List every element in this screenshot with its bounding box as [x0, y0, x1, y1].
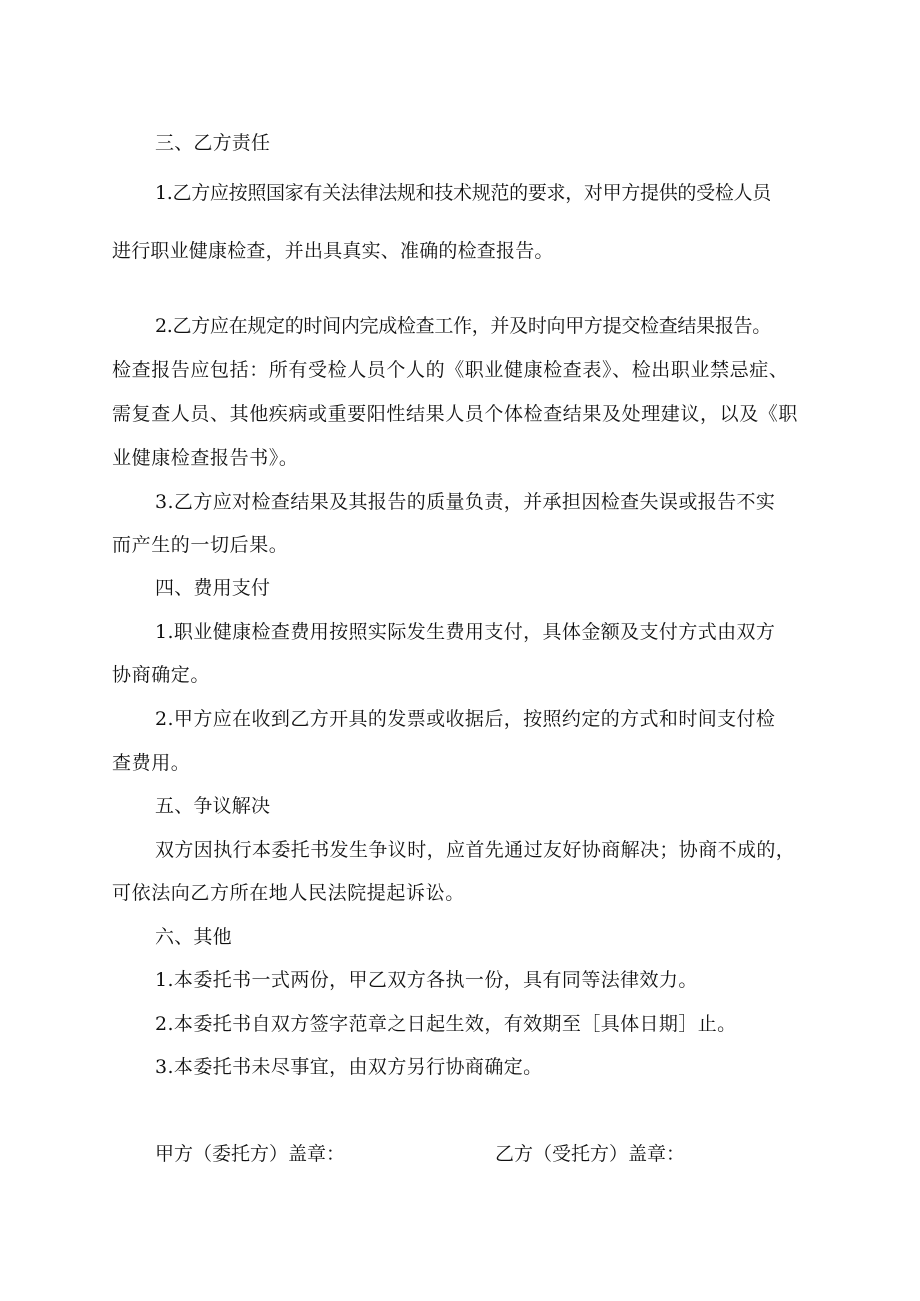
party-b-seal-label: 乙方（受托方）盖章： — [495, 1143, 686, 1165]
section6-item1: 1.本委托书一式两份，甲乙双方各执一份，具有同等法律效力。 — [155, 969, 698, 991]
section-heading-dispute: 五、争议解决 — [155, 795, 271, 817]
section3-item3-line2: 而产生的一切后果。 — [112, 534, 289, 556]
section-heading-payment: 四、费用支付 — [155, 577, 271, 599]
section4-item2-line2: 查费用。 — [112, 752, 191, 774]
section4-item1-line2: 协商确定。 — [112, 664, 211, 686]
section3-item2-line3: 需复查人员、其他疾病或重要阳性结果人员个体检查结果及处理建议，以及《职 — [112, 403, 799, 425]
section-heading-other: 六、其他 — [155, 926, 232, 948]
section4-item1-line1: 1.职业健康检查费用按照实际发生费用支付，具体金额及支付方式由双方 — [155, 621, 776, 643]
section6-item2: 2.本委托书自双方签字范章之日起生效，有效期至［具体日期］止。 — [155, 1013, 737, 1035]
section5-para-line2: 可依法向乙方所在地人民法院提起诉讼。 — [112, 882, 465, 904]
section6-item3: 3.本委托书未尽事宜，由双方另行协商确定。 — [155, 1056, 543, 1078]
section3-item1-line1: 1.乙方应按照国家有关法律法规和技术规范的要求，对甲方提供的受检人员 — [155, 182, 771, 204]
section3-item2-line4: 业健康检查报告书》。 — [112, 447, 299, 469]
section3-item2-line1: 2.乙方应在规定的时间内完成检查工作，并及时向甲方提交检查结果报告。 — [155, 315, 771, 337]
section3-item1-line2: 进行职业健康检查，并出具真实、准确的检查报告。 — [112, 240, 554, 262]
section4-item2-line1: 2.甲方应在收到乙方开具的发票或收据后，按照约定的方式和时间支付检 — [155, 708, 776, 730]
party-a-seal-label: 甲方（委托方）盖章： — [155, 1143, 346, 1165]
section-heading-responsibilities: 三、乙方责任 — [155, 132, 271, 154]
section3-item2-line2: 检查报告应包括：所有受检人员个人的《职业健康检查表》、检出职业禁忌症、 — [112, 359, 789, 381]
section5-para-line1: 双方因执行本委托书发生争议时，应首先通过友好协商解决；协商不成的， — [155, 839, 796, 861]
section3-item3-line1: 3.乙方应对检查结果及其报告的质量负责，并承担因检查失误或报告不实 — [155, 491, 776, 513]
